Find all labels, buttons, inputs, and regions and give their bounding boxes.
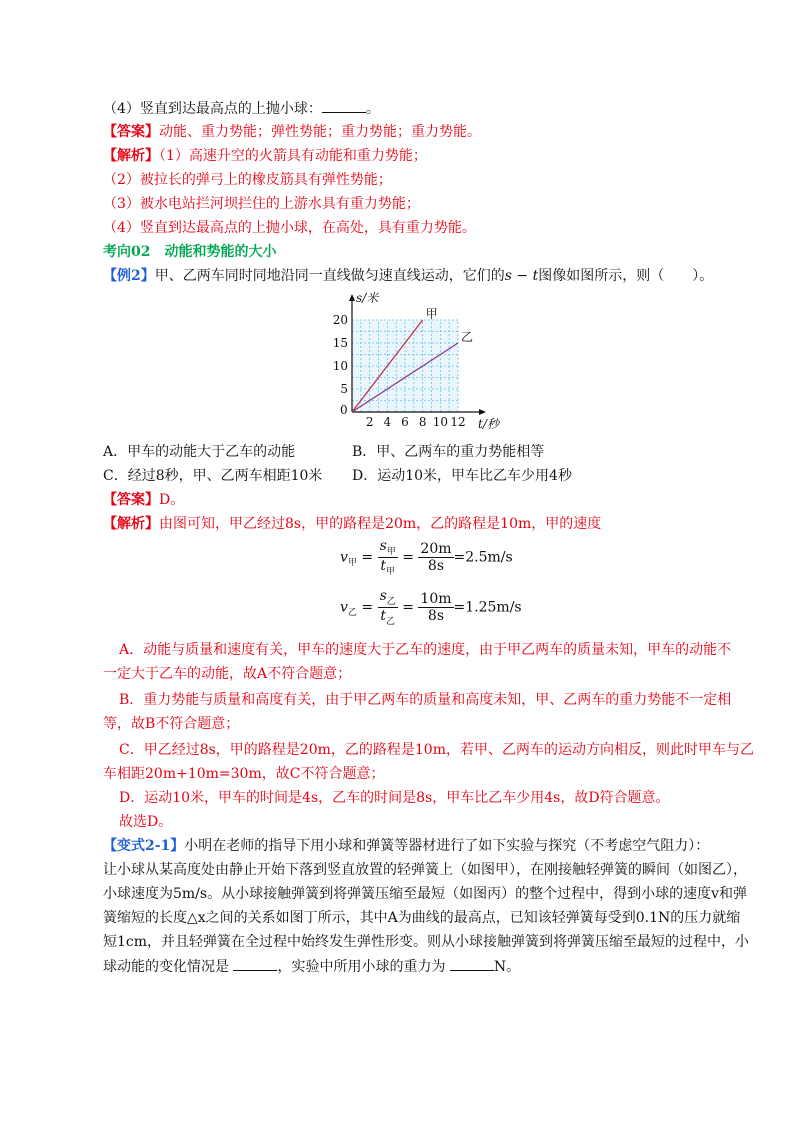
y-tick-label: 10: [332, 359, 348, 373]
eq1-v-sub: 甲: [347, 558, 357, 569]
x-tick-label: 4: [383, 415, 392, 429]
option-a: A．甲车的动能大于乙车的动能: [103, 444, 296, 460]
analysis-b-1: B．重力势能与质量和高度有关，由于甲乙两车的质量和高度未知，甲、乙两车的重力势能不一定相: [119, 692, 732, 708]
eq1-v: v: [340, 549, 348, 566]
variant-line-2: 让小球从某高度处由静止开始下落到竖直放置的轻弹簧上（如图甲），在刚接触轻弹簧的瞬间（如图乙），: [103, 862, 747, 878]
eq2-s-sub: 乙: [386, 596, 396, 607]
eq2-t: t: [380, 607, 386, 624]
variant-line-5: 短1cm，并且轻弹簧在全过程中始终发生弹性形变。则从小球接触弹簧到将弹簧压缩至最短的过程中，小: [103, 934, 750, 950]
analysis-a-1: A．动能与质量和速度有关，甲车的速度大于乙车的速度，由于甲乙两车的质量未知，甲车的动能不: [119, 642, 732, 658]
analysis-a-2: 一定大于乙车的动能，故A不符合题意；: [103, 666, 352, 682]
eq2-equals: =: [361, 599, 374, 616]
eq2-result: =1.25m/s: [453, 599, 522, 616]
st-chart: [330, 288, 500, 436]
answer-text: 动能、重力势能；弹性势能；重力势能；重力势能。: [159, 124, 481, 140]
answer-blank-kinetic: [233, 956, 277, 971]
y-tick-label: 20: [332, 313, 348, 327]
analysis-2-intro-text: 由图可知，甲乙经过8s，甲的路程是20m，乙的路程是10m，甲的速度: [159, 516, 602, 532]
example-2-text-after: 图像如图所示，则（ ）。: [538, 268, 714, 284]
eq1-frac-2: [418, 541, 453, 574]
eq1-t: t: [380, 557, 386, 574]
st-symbol: s − t: [504, 268, 539, 284]
answer-tag: 【答案】: [103, 124, 159, 140]
analysis-1-line-3: （3）被水电站拦河坝拦住的上游水具有重力势能；: [103, 196, 420, 212]
x-tick-label: 12: [450, 415, 466, 429]
analysis-2-intro: [103, 514, 601, 534]
variant-text-6c: N。: [493, 959, 521, 975]
analysis-1-line-4: （4）竖直到达最高点的上抛小球，在高处，具有重力势能。: [103, 220, 476, 236]
question-4-text: （4）竖直到达最高点的上抛小球：: [103, 101, 322, 117]
x-tick-label: 6: [401, 415, 409, 429]
example-2-stem: [103, 266, 713, 286]
eq2-v-sub: 乙: [347, 608, 357, 619]
variant-text-6b: ，实验中所用小球的重力为: [277, 959, 446, 975]
eq2-equals-2: =: [402, 599, 414, 616]
section-heading: 考向02 动能和势能的大小: [103, 244, 277, 260]
eq1-num: 20m: [420, 540, 452, 557]
y-tick-label: 15: [332, 336, 348, 350]
eq1-result: =2.5m/s: [453, 549, 513, 566]
equation-v-jia: [340, 538, 513, 577]
eq2-num: 10m: [420, 590, 452, 607]
origin-label: 0: [340, 403, 348, 417]
eq1-s-sub: 甲: [386, 546, 396, 557]
variant-text-1: 小明在老师的指导下用小球和弹簧等器材进行了如下实验与探究（不考虑空气阻力）：: [184, 838, 710, 854]
analysis-1-text-1: （1）高速升空的火箭具有动能和重力势能；: [159, 148, 427, 164]
x-tick-label: 10: [432, 415, 448, 429]
variant-line-4: 簧缩短的长度△x之间的关系如图丁所示，其中A为曲线的最高点，已知该轻弹簧每受到0.1N的压力就缩: [103, 910, 741, 926]
eq2-frac-2: [418, 591, 453, 624]
analysis-1-line-2: （2）被拉长的弹弓上的橡皮筋具有弹性势能；: [103, 172, 392, 188]
eq2-v: v: [340, 599, 348, 616]
variant-line-1: [103, 836, 709, 856]
example-2-text-before: 甲、乙两车同时同地沿同一直线做匀速直线运动，它们的: [154, 268, 505, 284]
option-b: B．甲、乙两车的重力势能相等: [352, 444, 545, 460]
y-axis-arrow: [349, 294, 355, 301]
x-axis-label: t/秒: [478, 417, 499, 431]
answer-blank-weight: [450, 956, 494, 971]
question-4-end: 。: [365, 101, 380, 117]
answer-2-text: D。: [159, 492, 185, 508]
x-tick-label: 2: [365, 415, 374, 429]
analysis-choose: 故选D。: [119, 814, 173, 830]
eq2-den: 8s: [427, 607, 445, 624]
eq1-equals-2: =: [402, 549, 414, 566]
eq1-frac-1: [378, 538, 398, 577]
example-tag: 【例2】: [103, 268, 155, 284]
analysis-1-line-1: [103, 146, 427, 166]
analysis-d-1: D．运动10米，甲车的时间是4s，乙车的时间是8s，甲车比乙车少用4s，故D符合题意。: [119, 790, 670, 806]
variant-line-6: [103, 956, 520, 977]
series-label-jia: 甲: [425, 307, 438, 321]
option-d: D．运动10米，甲车比乙车少用4秒: [352, 468, 572, 484]
eq1-equals: =: [361, 549, 374, 566]
eq1-den: 8s: [427, 557, 445, 574]
y-tick-label: 5: [340, 382, 348, 396]
series-label-yi: 乙: [461, 330, 474, 344]
answer-1: [103, 122, 481, 142]
question-4-line: [103, 98, 380, 119]
answer-2: [103, 490, 184, 510]
eq2-s: s: [379, 588, 387, 604]
analysis-tag: 【解析】: [103, 148, 159, 164]
eq2-frac-1: [378, 588, 398, 627]
answer-2-tag: 【答案】: [103, 492, 159, 508]
eq1-t-sub: 甲: [385, 566, 395, 577]
variant-line-3: 小球速度为5m/s。从小球接触弹簧到将弹簧压缩至最短（如图丙）的整个过程中，得到小球的速度v和弹: [103, 886, 747, 902]
x-axis-arrow: [479, 409, 486, 415]
analysis-b-2: 等，故B不符合题意；: [103, 716, 240, 732]
variant-tag: 【变式2-1】: [103, 838, 185, 854]
eq1-s: s: [379, 538, 387, 554]
y-axis-label: s/米: [356, 291, 379, 305]
analysis-c-2: 车相距20m+10m=30m，故C不符合题意；: [103, 766, 385, 782]
option-c: C．经过8秒，甲、乙两车相距10米: [103, 468, 323, 484]
eq2-t-sub: 乙: [385, 616, 395, 627]
analysis-c-1: C．甲乙经过8s，甲的路程是20m，乙的路程是10m，若甲、乙两车的运动方向相反，则此时甲车与乙: [119, 742, 754, 758]
variant-text-6a: 球动能的变化情况是: [103, 959, 229, 975]
equation-v-yi: [340, 588, 522, 627]
answer-blank: [322, 98, 366, 113]
analysis-2-tag: 【解析】: [103, 516, 159, 532]
x-tick-label: 8: [418, 415, 427, 429]
